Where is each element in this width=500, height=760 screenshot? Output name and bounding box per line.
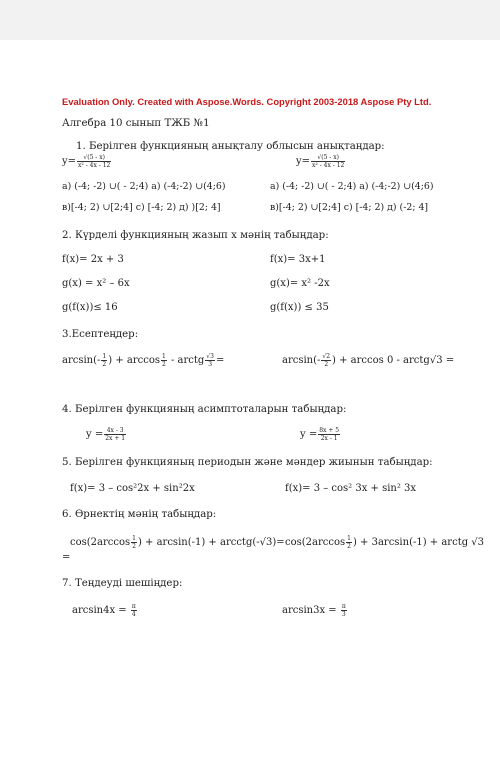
q2-left-line-1: f(x)= 2x + 3	[62, 254, 124, 265]
q4-title: 4. Берілген функцияның асимптоталарын табыңдар:	[62, 404, 347, 415]
q6-left-expression: cos(2arccos $\frac{1}{2}$ ) + arcsin(-1) + arcctg(-√3)=	[70, 535, 285, 550]
evaluation-watermark: Evaluation Only. Created with Aspose.Words. Copyright 2003-2018 Aspose Pty Ltd.	[62, 96, 432, 107]
q3-right-expression: arcsin(- $\frac{√2}{2}$ ) + arccos 0 - arctg√3 =	[282, 353, 455, 368]
q7-left-equation: arcsin4x = $\frac{\pi}{4}$	[72, 603, 136, 618]
q2-left-line-3: g(f(x))≤ 16	[62, 302, 118, 313]
q4-left-function: y = $\frac{4x - 3}{2x + 1}$	[86, 427, 126, 442]
q6-right-expression: cos(2arccos $\frac{1}{2}$ ) + 3arcsin(-1) + arctg √3	[285, 535, 485, 550]
q6-left-continuation: =	[62, 552, 71, 563]
document-header: Алгебра 10 сынып ТЖБ №1	[62, 118, 210, 129]
q4-right-function: y = $\frac{8x + 5}{2x - 1}$	[300, 427, 340, 442]
q5-right-function: f(x)= 3 – cos² 3x + sin² 3x	[285, 483, 417, 494]
q2-title: 2. Күрделі функцияның жазып х мәнің табыңдар:	[62, 230, 329, 241]
q7-right-equation: arcsin3x = $\frac{\pi}{3}$	[282, 603, 346, 618]
q2-left-line-2: g(x) = x² – 6x	[62, 278, 130, 289]
q1-left-formula: y= $\frac{√(5 - x)}{\text{x² - 4x - 12}}$	[62, 154, 111, 169]
q5-left-function: f(x)= 3 – cos²2x + sin²2x	[70, 483, 195, 494]
q1-title: 1. Берілген функцияның анықталу облысын анықтаңдар:	[76, 141, 385, 152]
q1-right-options-row2: в)[-4; 2) ∪[2;4] с) [-4; 2) д) (-2; 4]	[270, 202, 429, 213]
q2-right-line-1: f(x)= 3x+1	[270, 254, 326, 265]
q3-left-expression: arcsin(- $\frac{1}{2}$ ) + arccos $\frac{1}{2}$ - arctg $\frac{√3}{3}$ =	[62, 353, 225, 368]
document-page	[0, 40, 500, 760]
q1-right-formula: y= $\frac{√(5 - x)}{\text{x² - 4x - 12}}$	[296, 154, 345, 169]
q1-left-options-row2: в)[-4; 2) ∪[2;4] с) [-4; 2) д) )[2; 4]	[62, 202, 221, 213]
q1-right-options-row1: а) (-4; -2) ∪( - 2;4) а) (-4;-2) ∪(4;6)	[270, 181, 434, 192]
q1-left-options-row1: а) (-4; -2) ∪( - 2;4) а) (-4;-2) ∪(4;6)	[62, 181, 226, 192]
q3-title: 3.Есептеңдер:	[62, 329, 139, 340]
q2-right-line-2: g(x)= x² -2x	[270, 278, 330, 289]
q2-right-line-3: g(f(x)) ≤ 35	[270, 302, 329, 313]
q5-title: 5. Берілген функцияның периодын және мәндер жиынын табыңдар:	[62, 457, 433, 468]
q7-title: 7. Теңдеуді шешіңдер:	[62, 578, 183, 589]
top-bar	[0, 0, 500, 40]
q6-title: 6. Өрнектің мәнің табыңдар:	[62, 509, 217, 520]
